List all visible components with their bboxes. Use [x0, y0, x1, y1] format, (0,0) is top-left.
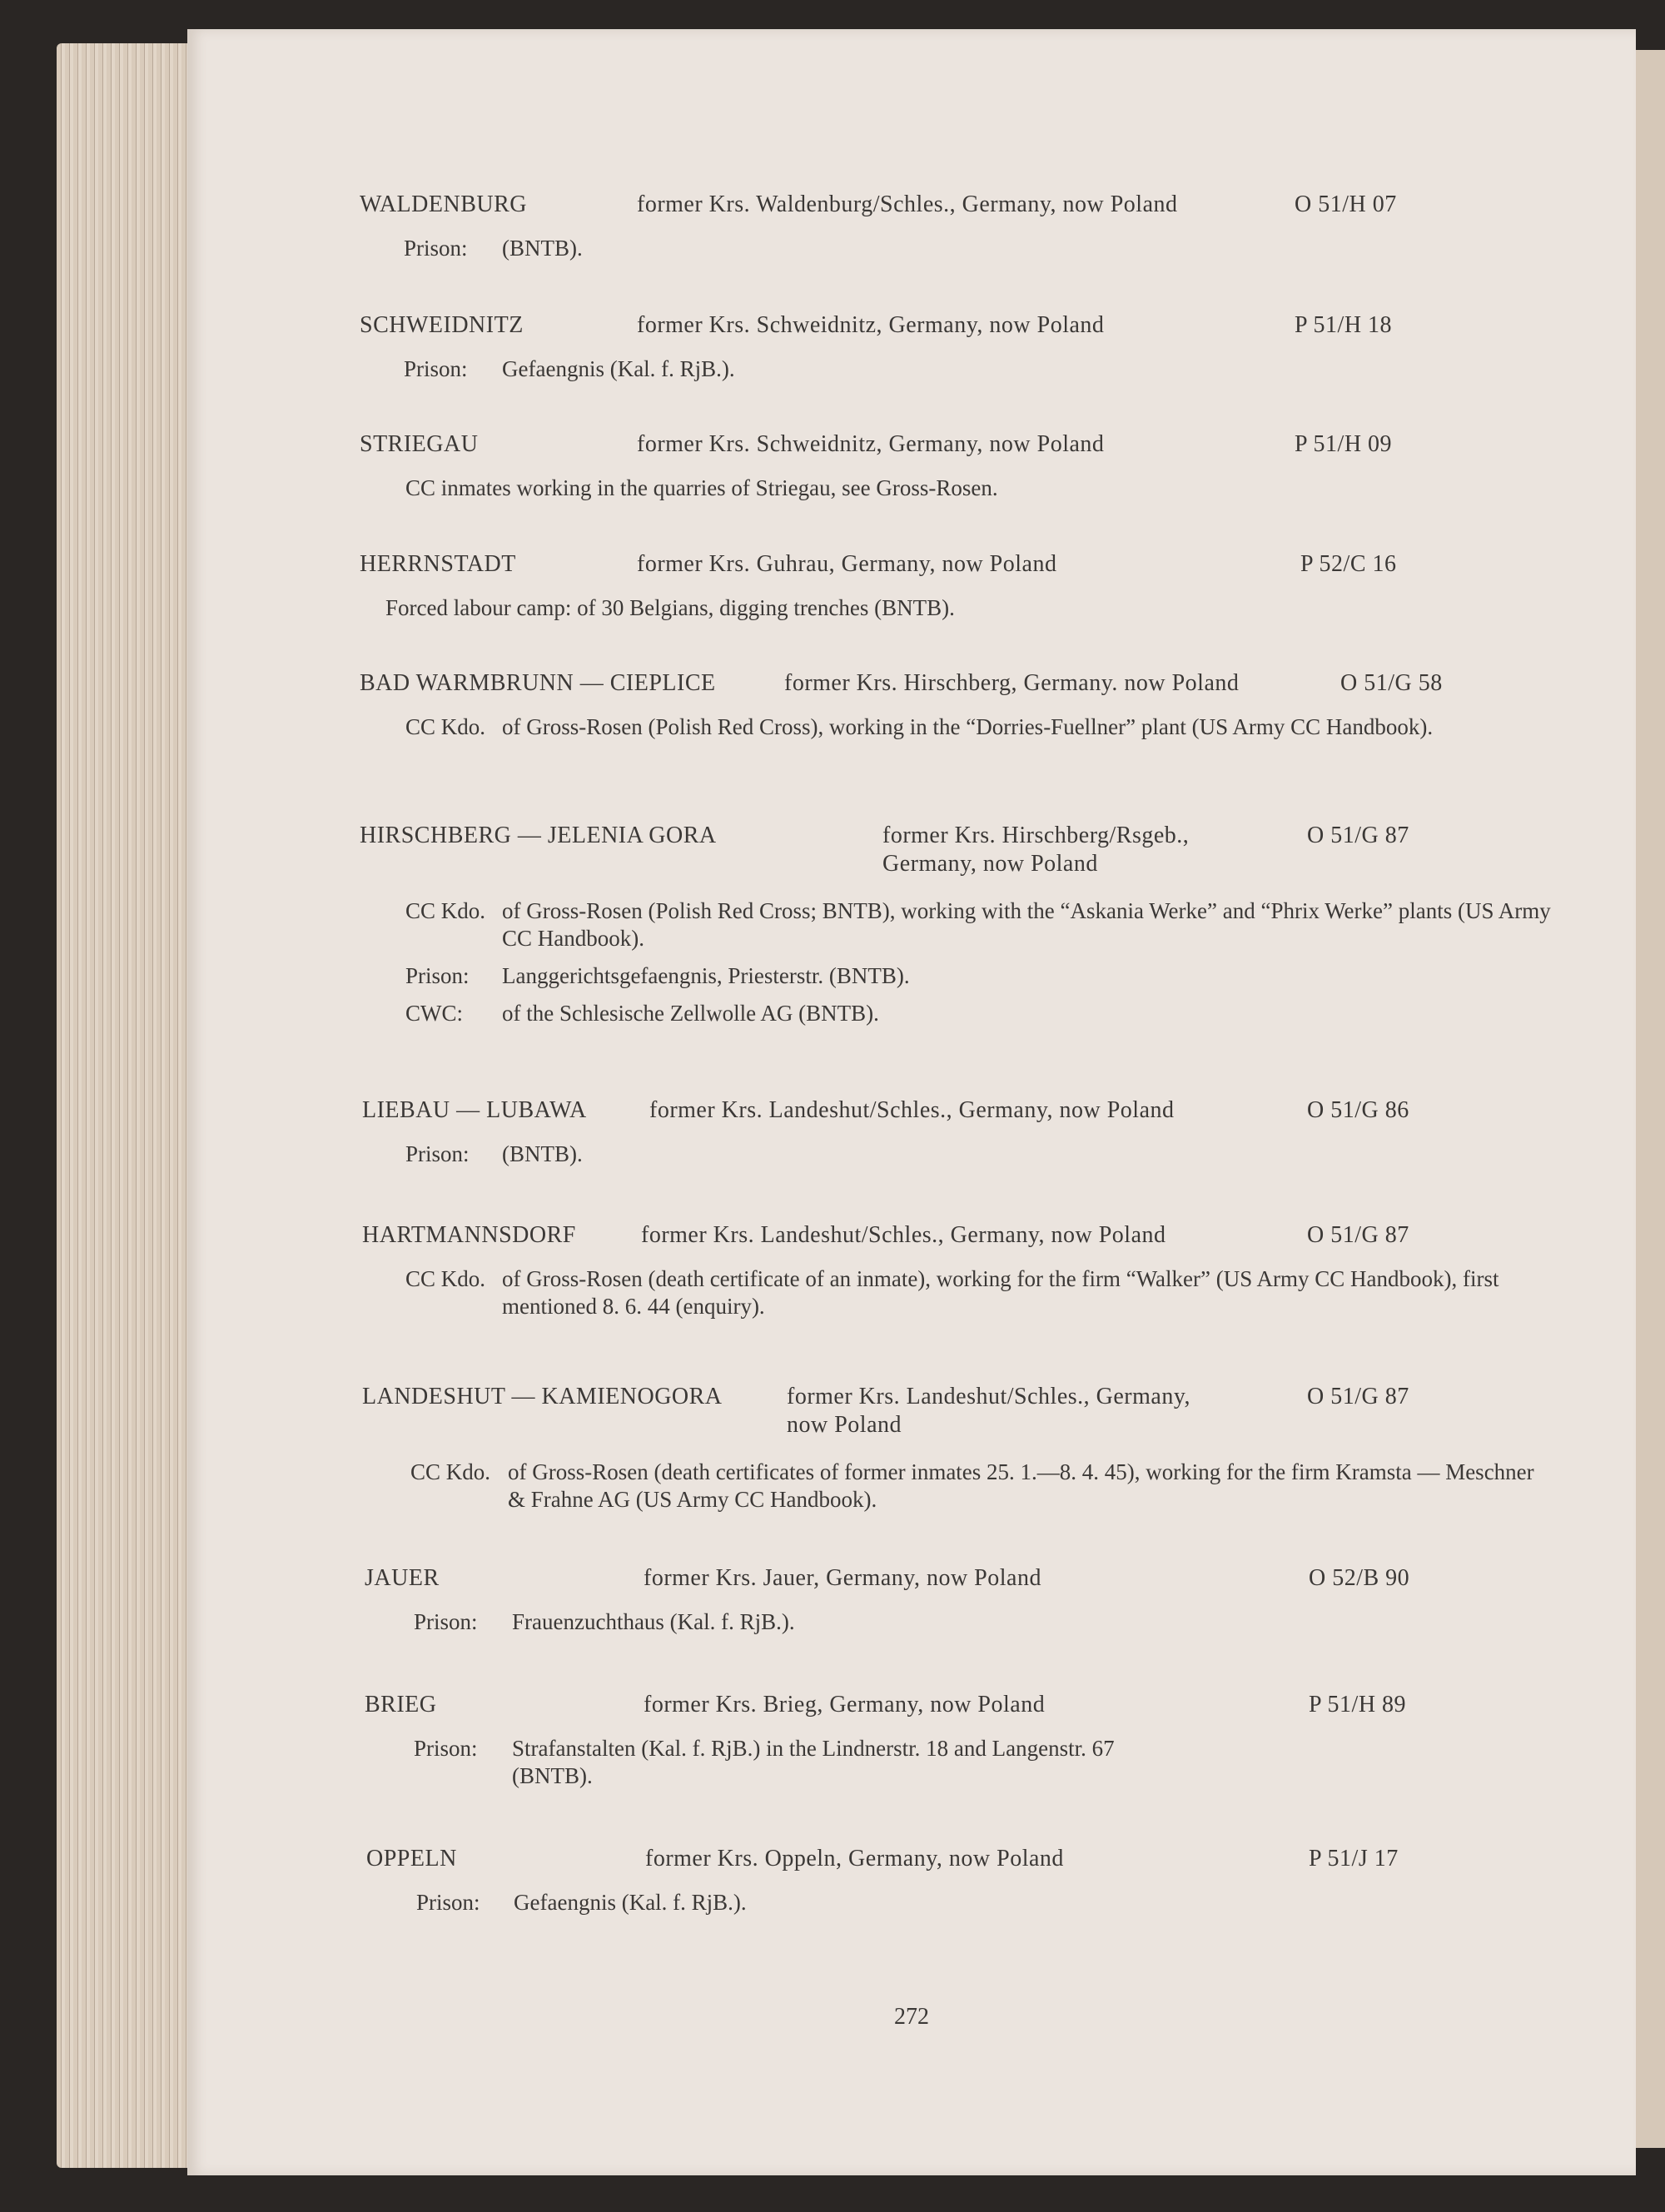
place-name: OPPELN: [366, 1846, 457, 1872]
entry-header: [187, 1692, 1636, 1725]
entry-header: [187, 670, 1636, 703]
place-name: JAUER: [365, 1565, 440, 1591]
entry-header: [187, 431, 1636, 465]
location-text: former Krs. Landeshut/Schles., Germany, now Poland: [649, 1097, 1175, 1123]
location-text: former Krs. Jauer, Germany, now Poland: [644, 1565, 1041, 1591]
detail-text: (BNTB).: [502, 1141, 583, 1166]
detail-label: CC Kdo.: [405, 1266, 486, 1291]
place-name: WALDENBURG: [360, 191, 527, 217]
entry-herrnstadt: [187, 551, 1636, 620]
entry-header: [187, 1565, 1636, 1598]
entry-header: [187, 1097, 1636, 1131]
detail-label: Prison:: [405, 963, 470, 988]
detail-text: of Gross-Rosen (Polish Red Cross; BNTB), working with the “Askania Werke” and “Phrix Werke” plants (US Army CC Handbook).: [502, 898, 1551, 951]
detail-text: Gefaengnis (Kal. f. RjB.).: [514, 1890, 747, 1915]
detail-label: Prison:: [416, 1890, 480, 1915]
location-text: former Krs. Guhrau, Germany, now Poland: [637, 551, 1057, 577]
detail-label: CC Kdo.: [405, 714, 486, 739]
detail-label: Prison:: [414, 1736, 478, 1761]
map-reference: O 51/G 86: [1307, 1097, 1409, 1123]
entry-striegau: [187, 431, 1636, 500]
location-text: former Krs. Hirschberg, Germany. now Poland: [784, 670, 1240, 696]
entry-header: [187, 191, 1636, 225]
entry-jauer: [187, 1565, 1636, 1634]
detail-label: Prison:: [405, 1141, 470, 1166]
place-name: BAD WARMBRUNN — CIEPLICE: [360, 670, 716, 696]
detail-text: Gefaengnis (Kal. f. RjB.).: [502, 356, 735, 381]
map-reference: P 51/H 18: [1295, 312, 1393, 338]
map-reference: P 51/J 17: [1309, 1846, 1399, 1872]
entry-hirschberg: [187, 823, 1636, 1027]
entry-header: [187, 1384, 1636, 1449]
entry-schweidnitz: [187, 312, 1636, 381]
map-reference: O 51/G 87: [1307, 1222, 1409, 1248]
place-location: [637, 551, 1056, 578]
place-name: BRIEG: [365, 1692, 437, 1717]
place-name: HERRNSTADT: [360, 551, 516, 577]
map-reference: O 51/G 87: [1307, 1384, 1409, 1409]
place-name: HIRSCHBERG — JELENIA GORA: [360, 823, 717, 848]
detail-line: [187, 897, 1636, 952]
detail-line: [187, 1000, 1636, 1027]
place-location: [784, 670, 1239, 697]
map-reference: P 52/C 16: [1300, 551, 1397, 577]
place-location: [787, 1384, 1190, 1439]
location-text: former Krs. Brieg, Germany, now Poland: [644, 1692, 1046, 1717]
location-text: former Krs. Landeshut/Schles., Germany, now Poland: [641, 1222, 1166, 1248]
location-text: former Krs. Schweidnitz, Germany, now Poland: [637, 431, 1105, 457]
entry-header: [187, 1846, 1636, 1879]
place-name: LANDESHUT — KAMIENOGORA: [362, 1384, 723, 1409]
detail-label: CC Kdo.: [405, 898, 486, 923]
place-name: SCHWEIDNITZ: [360, 312, 524, 338]
place-name: LIEBAU — LUBAWA: [362, 1097, 587, 1123]
entry-header: [187, 1222, 1636, 1255]
location-text-line2: now Poland: [787, 1412, 902, 1438]
detail-label: Prison:: [404, 236, 468, 261]
entry-header: [187, 312, 1636, 345]
detail-label: CWC:: [405, 1001, 464, 1026]
place-name: HARTMANNSDORF: [362, 1222, 576, 1248]
detail-text: (BNTB).: [502, 236, 583, 261]
entry-bad-warmbrunn: [187, 670, 1636, 739]
detail-text: Frauenzuchthaus (Kal. f. RjB.).: [512, 1609, 795, 1634]
map-reference: O 51/H 07: [1295, 191, 1397, 217]
entry-header: [187, 823, 1636, 887]
detail-text: Langgerichtsgefaengnis, Priesterstr. (BNTB).: [502, 963, 910, 988]
detail-label: CC Kdo.: [410, 1459, 491, 1484]
location-text: former Krs. Hirschberg/Rsgeb.,: [882, 823, 1190, 848]
map-reference: P 51/H 09: [1295, 431, 1393, 457]
detail-text: of Gross-Rosen (death certificate of an inmate), working for the firm “Walker” (US Army CC Handbook), first mentioned 8. 6. 44 (enquiry).: [502, 1266, 1499, 1319]
place-location: [644, 1565, 1041, 1592]
map-reference: O 51/G 87: [1307, 823, 1409, 848]
location-text: former Krs. Oppeln, Germany, now Poland: [645, 1846, 1064, 1872]
place-location: [644, 1692, 1045, 1718]
entry-oppeln: [187, 1846, 1636, 1915]
detail-text: Strafanstalten (Kal. f. RjB.) in the Lindnerstr. 18 and Langenstr. 67 (BNTB).: [512, 1736, 1115, 1788]
location-text: former Krs. Landeshut/Schles., Germany,: [787, 1384, 1190, 1409]
detail-text: of Gross-Rosen (Polish Red Cross), working in the “Dorries-Fuellner” plant (US Army CC Handbook).: [502, 714, 1434, 739]
place-location: [645, 1846, 1064, 1872]
place-location: [882, 823, 1189, 877]
place-location: [649, 1097, 1175, 1124]
page-number: 272: [894, 2004, 929, 2030]
location-text: former Krs. Schweidnitz, Germany, now Poland: [637, 312, 1105, 338]
detail-text: Forced labour camp: of 30 Belgians, digging trenches (BNTB).: [385, 595, 955, 620]
next-page-edge: [1636, 50, 1665, 2148]
detail-label: Prison:: [414, 1609, 478, 1634]
map-reference: O 51/G 58: [1340, 670, 1443, 696]
place-name: STRIEGAU: [360, 431, 479, 457]
map-reference: O 52/B 90: [1309, 1565, 1410, 1591]
entry-waldenburg: [187, 191, 1636, 261]
book-page: [187, 29, 1636, 2175]
entry-hartmannsdorf: [187, 1222, 1636, 1319]
place-location: [637, 431, 1104, 458]
detail-label: Prison:: [404, 356, 468, 381]
detail-text: of the Schlesische Zellwolle AG (BNTB).: [502, 1001, 879, 1026]
detail-text: of Gross-Rosen (death certificates of former inmates 25. 1.—8. 4. 45), working for the firm Kramsta — Meschner & Frahne AG (US Army CC Handbook).: [508, 1459, 1534, 1512]
page-edges: [57, 43, 194, 2168]
detail-text: CC inmates working in the quarries of Striegau, see Gross-Rosen.: [405, 475, 998, 500]
entry-liebau: [187, 1097, 1636, 1166]
location-text-line2: Germany, now Poland: [882, 851, 1098, 877]
place-location: [637, 191, 1178, 218]
entry-brieg: [187, 1692, 1636, 1788]
detail-line: [187, 962, 1636, 990]
place-location: [641, 1222, 1166, 1249]
entry-header: [187, 551, 1636, 584]
map-reference: P 51/H 89: [1309, 1692, 1407, 1717]
place-location: [637, 312, 1104, 339]
entry-landeshut: [187, 1384, 1636, 1512]
location-text: former Krs. Waldenburg/Schles., Germany, now Poland: [637, 191, 1178, 217]
